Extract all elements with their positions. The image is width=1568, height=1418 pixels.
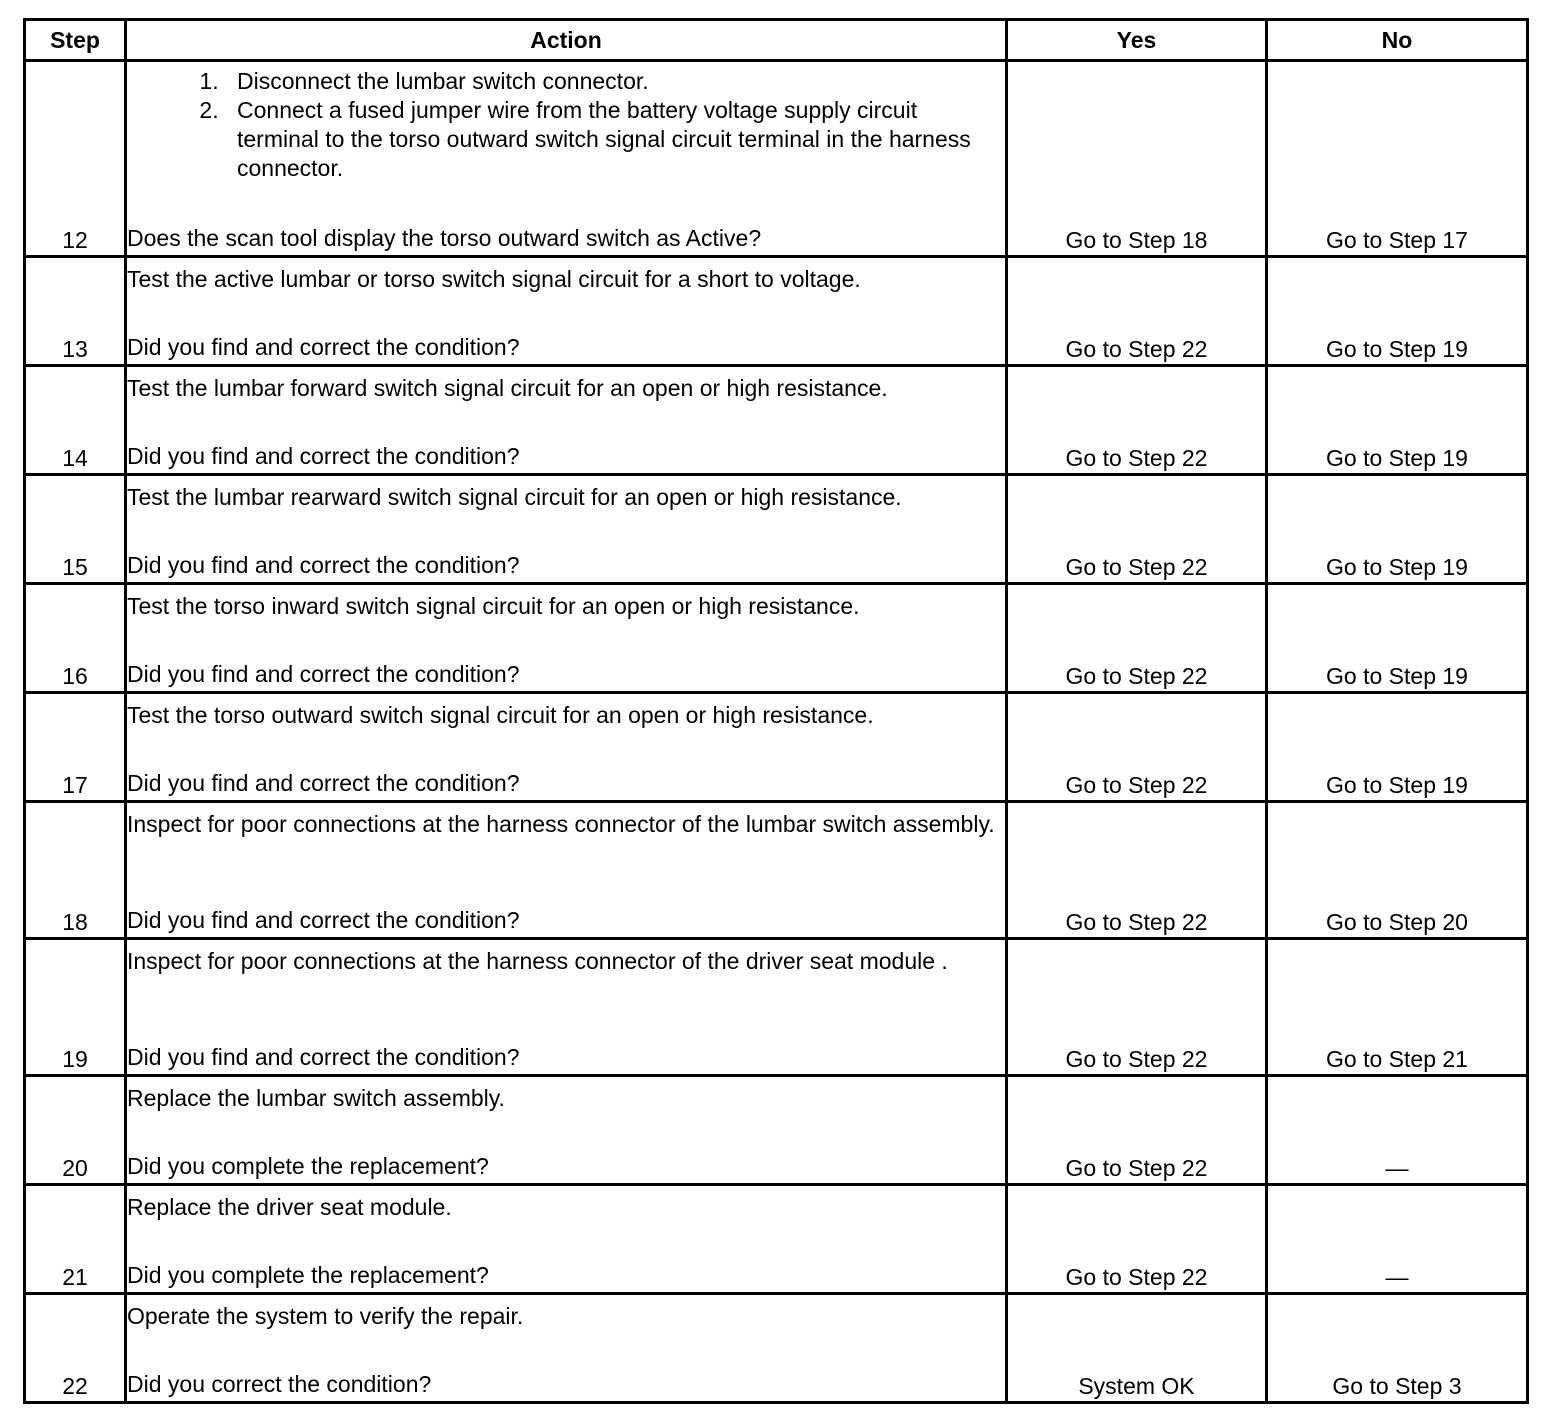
instruction-text: Test the torso outward switch signal circuit for an open or high resistance. <box>127 702 874 728</box>
table-row <box>25 366 1528 475</box>
question-text: Did you find and correct the condition? <box>127 334 520 360</box>
instruction-text: Test the torso inward switch signal circuit for an open or high resistance. <box>127 593 860 619</box>
list-item: 2. Connect a fused jumper wire from the battery voltage supply circuit terminal to the torso outward switch signal circuit terminal in the harness connector. <box>225 96 1005 183</box>
instruction-text: Inspect for poor connections at the harness connector of the lumbar switch assembly. <box>127 811 995 837</box>
step-number: 18 <box>25 802 126 939</box>
question-text: Does the scan tool display the torso outward switch as Active? <box>127 225 762 251</box>
header-row <box>25 20 1528 61</box>
instruction-text: Replace the lumbar switch assembly. <box>127 1085 505 1111</box>
no-cell: Go to Step 17 <box>1267 61 1528 257</box>
table-row <box>25 475 1528 584</box>
action-cell <box>126 693 1007 802</box>
instruction-text: Operate the system to verify the repair. <box>127 1303 524 1329</box>
yes-cell: Go to Step 18 <box>1007 61 1267 257</box>
yes-cell: Go to Step 22 <box>1007 1076 1267 1185</box>
table-row <box>25 61 1528 257</box>
step-number: 15 <box>25 475 126 584</box>
question-text: Did you find and correct the condition? <box>127 1044 520 1070</box>
action-cell <box>126 1294 1007 1403</box>
action-cell <box>126 475 1007 584</box>
no-cell: Go to Step 19 <box>1267 693 1528 802</box>
step-number: 19 <box>25 939 126 1076</box>
step-number: 14 <box>25 366 126 475</box>
action-cell <box>126 366 1007 475</box>
question-text: Did you find and correct the condition? <box>127 661 520 687</box>
question-text: Did you find and correct the condition? <box>127 770 520 796</box>
question-text: Did you find and correct the condition? <box>127 552 520 578</box>
action-cell <box>126 939 1007 1076</box>
step-number: 20 <box>25 1076 126 1185</box>
question-text: Did you complete the replacement? <box>127 1153 489 1179</box>
no-cell: Go to Step 19 <box>1267 257 1528 366</box>
header-yes: Yes <box>1007 20 1267 61</box>
no-cell: Go to Step 19 <box>1267 366 1528 475</box>
table-row <box>25 1185 1528 1294</box>
yes-cell: Go to Step 22 <box>1007 584 1267 693</box>
instruction-text: Test the lumbar forward switch signal circuit for an open or high resistance. <box>127 375 888 401</box>
step-number: 12 <box>25 61 126 257</box>
no-cell: Go to Step 21 <box>1267 939 1528 1076</box>
yes-cell: Go to Step 22 <box>1007 366 1267 475</box>
question-text: Did you complete the replacement? <box>127 1262 489 1288</box>
instruction-text: Test the active lumbar or torso switch signal circuit for a short to voltage. <box>127 266 861 292</box>
question-text: Did you correct the condition? <box>127 1371 432 1397</box>
instruction-text: Replace the driver seat module. <box>127 1194 452 1220</box>
no-cell: Go to Step 3 <box>1267 1294 1528 1403</box>
action-cell <box>126 802 1007 939</box>
no-cell: Go to Step 19 <box>1267 475 1528 584</box>
no-cell: Go to Step 20 <box>1267 802 1528 939</box>
step-number: 13 <box>25 257 126 366</box>
header-step: Step <box>25 20 126 61</box>
step-number: 22 <box>25 1294 126 1403</box>
yes-cell: System OK <box>1007 1294 1267 1403</box>
step-number: 21 <box>25 1185 126 1294</box>
yes-cell: Go to Step 22 <box>1007 693 1267 802</box>
action-cell <box>126 257 1007 366</box>
no-cell: Go to Step 19 <box>1267 584 1528 693</box>
action-cell <box>126 1185 1007 1294</box>
yes-cell: Go to Step 22 <box>1007 475 1267 584</box>
header-no: No <box>1267 20 1528 61</box>
diagnostic-table <box>23 18 1529 1404</box>
action-cell <box>126 61 1007 257</box>
header-action: Action <box>126 20 1007 61</box>
table-row <box>25 693 1528 802</box>
action-cell <box>126 1076 1007 1185</box>
yes-cell: Go to Step 22 <box>1007 802 1267 939</box>
instruction-text: Inspect for poor connections at the harness connector of the driver seat module . <box>127 948 948 974</box>
action-list <box>127 67 1005 183</box>
yes-cell: Go to Step 22 <box>1007 939 1267 1076</box>
question-text: Did you find and correct the condition? <box>127 907 520 933</box>
list-item: 1. Disconnect the lumbar switch connector. <box>225 67 1005 96</box>
yes-cell: Go to Step 22 <box>1007 257 1267 366</box>
table-row <box>25 257 1528 366</box>
no-cell: — <box>1267 1185 1528 1294</box>
table-row <box>25 939 1528 1076</box>
action-cell <box>126 584 1007 693</box>
step-number: 17 <box>25 693 126 802</box>
table-row <box>25 802 1528 939</box>
instruction-text: Test the lumbar rearward switch signal circuit for an open or high resistance. <box>127 484 902 510</box>
table-row <box>25 584 1528 693</box>
no-cell: — <box>1267 1076 1528 1185</box>
table-row <box>25 1076 1528 1185</box>
step-number: 16 <box>25 584 126 693</box>
table-row <box>25 1294 1528 1403</box>
question-text: Did you find and correct the condition? <box>127 443 520 469</box>
yes-cell: Go to Step 22 <box>1007 1185 1267 1294</box>
